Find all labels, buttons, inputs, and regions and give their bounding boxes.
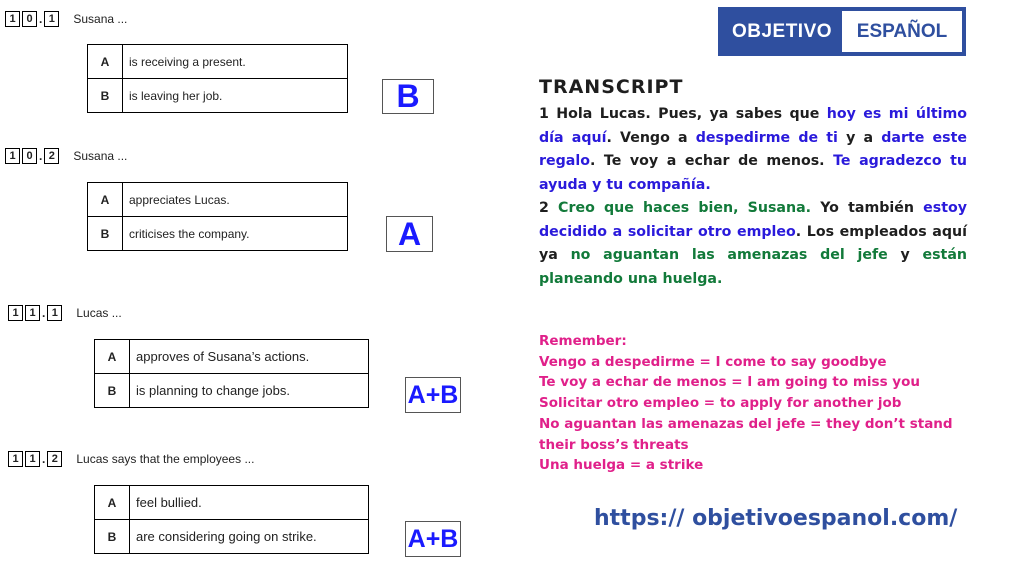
option-letter: B: [88, 79, 123, 113]
option-text: criticises the company.: [123, 217, 348, 251]
option-row: [88, 45, 348, 79]
highlight-green: Creo que haces bien, Susana.: [558, 200, 812, 216]
question-number-digit: 1: [25, 305, 40, 321]
option-row: [95, 486, 369, 520]
remember-title: Remember:: [539, 333, 627, 349]
question-number-digit: 1: [5, 148, 20, 164]
question-number-digit: 2: [47, 451, 62, 467]
question-number-digit: 1: [8, 305, 23, 321]
question-10-2-header: 1 0 . 2 Susana ...: [5, 148, 127, 164]
answer-box-10-2: A: [386, 216, 433, 252]
option-letter: B: [88, 217, 123, 251]
logo-part-espanol: ESPAÑOL: [842, 11, 962, 52]
transcript-paragraph-2: 2 Creo que haces bien, Susana. Yo también estoy decidido a solicitar otro empleo. Los empleados aquí ya no aguantan las amenazas del jefe y están planeando una huelga.: [539, 200, 967, 287]
option-text: approves of Susana’s actions.: [130, 340, 369, 374]
question-number-digit: 2: [44, 148, 59, 164]
option-row: [88, 217, 348, 251]
answer-box-10-1: B: [382, 79, 434, 114]
remember-line: Te voy a echar de menos = I am going to miss you: [539, 374, 920, 391]
option-letter: B: [95, 374, 130, 408]
transcript-body: [539, 103, 967, 291]
option-row: [88, 79, 348, 113]
question-11-1-options: [94, 339, 369, 408]
highlight-blue: estoy decidido a solicitar otro empleo: [539, 200, 967, 240]
question-10-1-header: 1 0 . 1 Susana ...: [5, 11, 127, 27]
option-letter: A: [95, 486, 130, 520]
option-text: is leaving her job.: [123, 79, 348, 113]
option-letter: A: [88, 183, 123, 217]
highlight-green: no aguantan las amenazas del jefe: [570, 247, 888, 263]
question-stem: Susana ...: [73, 12, 128, 26]
remember-line: No aguantan las amenazas del jefe = they don’t stand their boss’s threats: [539, 415, 953, 453]
question-number-digit: 0: [22, 11, 37, 27]
transcript-title: TRANSCRIPT: [539, 76, 684, 98]
option-text: are considering going on strike.: [130, 520, 369, 554]
question-stem: Susana ...: [73, 149, 128, 163]
question-number-digit: 1: [47, 305, 62, 321]
question-11-2-options: [94, 485, 369, 554]
brand-logo: [718, 7, 966, 56]
option-text: is receiving a present.: [123, 45, 348, 79]
question-number-digit: 1: [8, 451, 23, 467]
question-stem: Lucas says that the employees ...: [76, 452, 255, 466]
remember-section: [539, 331, 979, 476]
question-10-1-options: [87, 44, 348, 113]
remember-line: Una huelga = a strike: [539, 457, 704, 474]
question-11-2-header: 1 1 . 2 Lucas says that the employees ...: [8, 451, 254, 467]
option-row: [95, 340, 369, 374]
question-number-digit: 0: [22, 148, 37, 164]
highlight-blue: darte este regalo: [539, 129, 967, 169]
remember-line: Vengo a despedirme = I come to say goodbye: [539, 353, 887, 370]
option-letter: B: [95, 520, 130, 554]
question-number-digit: 1: [44, 11, 59, 27]
question-number-digit: 1: [5, 11, 20, 27]
option-row: [95, 520, 369, 554]
website-url: https:// objetivoespanol.com/: [594, 506, 958, 531]
question-stem: Lucas ...: [76, 306, 122, 320]
answer-box-11-2: A+B: [405, 521, 461, 557]
option-row: [88, 183, 348, 217]
highlight-blue: Te agradezco tu ayuda y tu compañía.: [539, 153, 968, 193]
logo-part-objetivo: OBJETIVO: [731, 20, 833, 42]
question-10-2-options: [87, 182, 348, 251]
question-number-digit: 1: [25, 451, 40, 467]
transcript-paragraph-1: 1 Hola Lucas. Pues, ya sabes que hoy es mi último día aquí. Vengo a despedirme de ti y a darte este regalo. Te voy a echar de menos. Te agradezco tu ayuda y tu compañía.: [539, 106, 968, 193]
highlight-blue: despedirme de ti: [695, 129, 838, 146]
option-text: appreciates Lucas.: [123, 183, 348, 217]
remember-line: Solicitar otro empleo = to apply for another job: [539, 395, 902, 412]
answer-box-11-1: A+B: [405, 377, 461, 413]
question-11-1-header: 1 1 . 1 Lucas ...: [8, 305, 122, 321]
option-letter: A: [88, 45, 123, 79]
highlight-green: están planeando una huelga.: [539, 247, 967, 287]
option-text: feel bullied.: [130, 486, 369, 520]
highlight-blue: hoy es mi último día aquí: [539, 106, 968, 146]
option-letter: A: [95, 340, 130, 374]
option-row: [95, 374, 369, 408]
option-text: is planning to change jobs.: [130, 374, 369, 408]
